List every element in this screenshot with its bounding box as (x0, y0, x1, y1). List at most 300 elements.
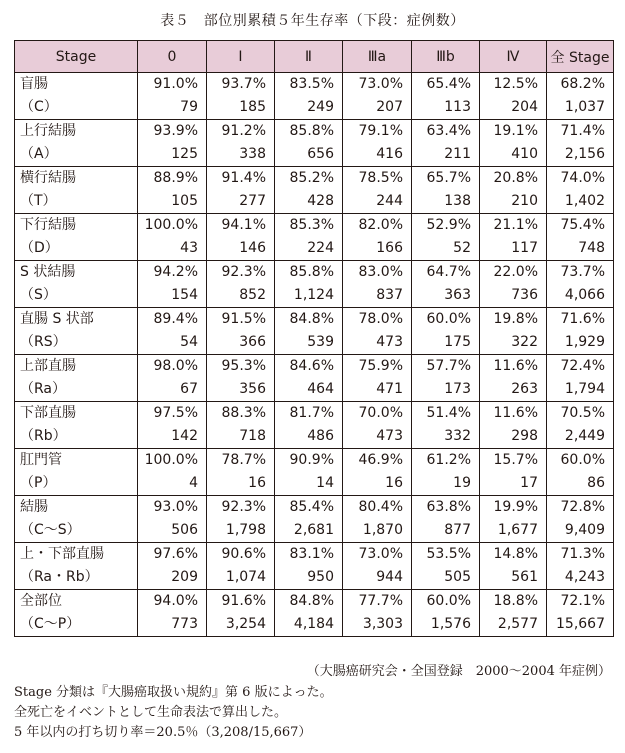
survival-rate: 100.0% (144, 217, 198, 233)
survival-rate: 85.2% (289, 170, 334, 186)
value-cell (207, 120, 275, 167)
survival-rate: 75.9% (358, 358, 403, 374)
case-count: 204 (511, 99, 538, 115)
case-count: 263 (511, 381, 538, 397)
survival-rate: 84.6% (289, 358, 334, 374)
case-count: 2,156 (564, 146, 605, 162)
case-count: 142 (171, 428, 198, 444)
case-count: 473 (376, 428, 403, 444)
case-count: 244 (376, 193, 403, 209)
case-count: 146 (239, 240, 266, 256)
case-count: 185 (239, 99, 266, 115)
survival-rate: 75.4% (560, 217, 605, 233)
value-cell (412, 355, 480, 402)
survival-rate: 60.0% (560, 452, 605, 468)
survival-rate: 79.1% (358, 123, 403, 139)
value-cell (343, 402, 412, 449)
survival-rate: 68.2% (560, 76, 605, 92)
site-name: 上部直腸 (20, 358, 76, 374)
site-cell (15, 402, 138, 449)
survival-rate: 22.0% (493, 264, 538, 280)
survival-rate: 11.6% (493, 358, 538, 374)
site-name: 下行結腸 (20, 217, 76, 233)
survival-rate: 20.8% (493, 170, 538, 186)
survival-rate: 83.5% (289, 76, 334, 92)
site-code: （P） (20, 475, 57, 491)
value-cell (343, 167, 412, 214)
site-name: 直腸 S 状部 (20, 311, 94, 327)
value-cell (480, 73, 547, 120)
value-cell (480, 261, 547, 308)
data-source: （大腸癌研究会・全国登録 2000〜2004 年症例） (306, 664, 611, 679)
case-count: 1,794 (564, 381, 605, 397)
table-row (15, 167, 614, 214)
site-code: （RS） (20, 334, 67, 350)
survival-rate: 11.6% (493, 405, 538, 421)
survival-rate: 46.9% (358, 452, 403, 468)
value-cell (343, 496, 412, 543)
value-cell (275, 590, 343, 637)
survival-rate: 21.1% (493, 217, 538, 233)
value-cell (480, 496, 547, 543)
value-cell (138, 355, 207, 402)
table-title: 表５ 部位別累積５年生存率（下段：症例数） (160, 13, 465, 29)
survival-rate: 70.5% (560, 405, 605, 421)
value-cell (343, 543, 412, 590)
survival-rate: 78.5% (358, 170, 403, 186)
survival-rate: 93.9% (153, 123, 198, 139)
case-count: 2,681 (293, 522, 334, 538)
case-count: 322 (511, 334, 538, 350)
case-count: 79 (180, 99, 198, 115)
column-header-stage-3b: Ⅲb (412, 41, 480, 73)
case-count: 471 (376, 381, 403, 397)
survival-rate: 91.2% (221, 123, 266, 139)
table-row (15, 496, 614, 543)
site-name: S 状結腸 (20, 264, 76, 280)
survival-rate: 64.7% (426, 264, 471, 280)
case-count: 1,929 (564, 334, 605, 350)
survival-rate: 82.0% (358, 217, 403, 233)
value-cell (412, 496, 480, 543)
case-count: 1,798 (225, 522, 266, 538)
value-cell (275, 496, 343, 543)
case-count: 86 (587, 475, 605, 491)
survival-rate: 61.2% (426, 452, 471, 468)
column-header-all-stage: 全 Stage (547, 41, 614, 73)
site-name: 全部位 (20, 593, 62, 609)
case-count: 211 (444, 146, 471, 162)
value-cell (275, 167, 343, 214)
value-cell (138, 308, 207, 355)
survival-rate: 95.3% (221, 358, 266, 374)
table-row (15, 261, 614, 308)
survival-rate: 85.8% (289, 123, 334, 139)
survival-rate: 80.4% (358, 499, 403, 515)
value-cell (480, 402, 547, 449)
survival-rate: 93.7% (221, 76, 266, 92)
survival-rate: 81.7% (289, 405, 334, 421)
case-count: 944 (376, 569, 403, 585)
case-count: 43 (180, 240, 198, 256)
value-cell (207, 402, 275, 449)
case-count: 105 (171, 193, 198, 209)
survival-rate: 65.7% (426, 170, 471, 186)
value-cell (343, 355, 412, 402)
case-count: 748 (578, 240, 605, 256)
site-code: （Ra・Rb） (20, 569, 99, 585)
survival-rate: 15.7% (493, 452, 538, 468)
case-count: 561 (511, 569, 538, 585)
site-name: 上行結腸 (20, 123, 76, 139)
column-header-stage-1: Ⅰ (207, 41, 275, 73)
value-cell (412, 120, 480, 167)
value-cell (480, 590, 547, 637)
survival-rate: 71.3% (560, 546, 605, 562)
value-cell (138, 261, 207, 308)
value-cell (412, 543, 480, 590)
case-count: 1,870 (362, 522, 403, 538)
site-code: （C〜S） (20, 522, 81, 538)
table-row (15, 590, 614, 637)
value-cell (412, 590, 480, 637)
survival-rate: 78.0% (358, 311, 403, 327)
table-row (15, 355, 614, 402)
site-cell (15, 261, 138, 308)
survival-rate: 97.6% (153, 546, 198, 562)
value-cell (275, 402, 343, 449)
table-row (15, 308, 614, 355)
case-count: 54 (180, 334, 198, 350)
value-cell (547, 402, 614, 449)
case-count: 125 (171, 146, 198, 162)
value-cell (207, 308, 275, 355)
value-cell (207, 590, 275, 637)
value-cell (343, 261, 412, 308)
value-cell (412, 73, 480, 120)
column-header-stage: Stage (15, 41, 138, 73)
survival-rate: 84.8% (289, 311, 334, 327)
case-count: 52 (453, 240, 471, 256)
case-count: 113 (444, 99, 471, 115)
column-header-stage-3a: Ⅲa (343, 41, 412, 73)
survival-rate: 72.4% (560, 358, 605, 374)
site-code: （T） (20, 193, 57, 209)
survival-rate: 78.7% (221, 452, 266, 468)
case-count: 773 (171, 616, 198, 632)
site-name: 結腸 (20, 499, 48, 515)
case-count: 210 (511, 193, 538, 209)
case-count: 9,409 (564, 522, 605, 538)
survival-rate: 63.4% (426, 123, 471, 139)
case-count: 2,449 (564, 428, 605, 444)
case-count: 4,184 (293, 616, 334, 632)
case-count: 67 (180, 381, 198, 397)
site-code: （S） (20, 287, 57, 303)
value-cell (547, 261, 614, 308)
survival-table (14, 40, 614, 637)
survival-rate: 92.3% (221, 264, 266, 280)
survival-rate: 12.5% (493, 76, 538, 92)
value-cell (547, 449, 614, 496)
value-cell (343, 308, 412, 355)
survival-rate: 73.0% (358, 76, 403, 92)
case-count: 1,124 (293, 287, 334, 303)
value-cell (547, 214, 614, 261)
site-cell (15, 214, 138, 261)
value-cell (138, 496, 207, 543)
survival-rate: 73.0% (358, 546, 403, 562)
case-count: 473 (376, 334, 403, 350)
survival-rate: 91.6% (221, 593, 266, 609)
survival-rate: 85.8% (289, 264, 334, 280)
site-cell (15, 73, 138, 120)
table-row (15, 73, 614, 120)
case-count: 332 (444, 428, 471, 444)
case-count: 154 (171, 287, 198, 303)
survival-rate: 65.4% (426, 76, 471, 92)
value-cell (343, 590, 412, 637)
case-count: 3,303 (362, 616, 403, 632)
site-cell (15, 543, 138, 590)
table-body (15, 73, 614, 637)
value-cell (275, 449, 343, 496)
survival-rate: 52.9% (426, 217, 471, 233)
value-cell (412, 261, 480, 308)
value-cell (275, 355, 343, 402)
value-cell (480, 355, 547, 402)
value-cell (547, 355, 614, 402)
value-cell (275, 214, 343, 261)
case-count: 15,667 (556, 616, 605, 632)
value-cell (207, 214, 275, 261)
value-cell (275, 120, 343, 167)
case-count: 2,577 (497, 616, 538, 632)
case-count: 656 (307, 146, 334, 162)
value-cell (480, 214, 547, 261)
column-header-stage-4: Ⅳ (480, 41, 547, 73)
case-count: 428 (307, 193, 334, 209)
column-header-stage-2: Ⅱ (275, 41, 343, 73)
table-row (15, 120, 614, 167)
value-cell (275, 261, 343, 308)
survival-rate: 70.0% (358, 405, 403, 421)
value-cell (207, 543, 275, 590)
survival-rate: 100.0% (144, 452, 198, 468)
case-count: 298 (511, 428, 538, 444)
survival-rate: 94.1% (221, 217, 266, 233)
site-cell (15, 590, 138, 637)
survival-rate: 53.5% (426, 546, 471, 562)
footnotes (14, 683, 333, 743)
survival-rate: 88.3% (221, 405, 266, 421)
value-cell (275, 308, 343, 355)
survival-rate: 71.4% (560, 123, 605, 139)
survival-rate: 14.8% (493, 546, 538, 562)
survival-rate: 91.0% (153, 76, 198, 92)
value-cell (207, 261, 275, 308)
survival-rate: 77.7% (358, 593, 403, 609)
case-count: 209 (171, 569, 198, 585)
site-cell (15, 449, 138, 496)
survival-rate: 18.8% (493, 593, 538, 609)
value-cell (480, 308, 547, 355)
case-count: 4,243 (564, 569, 605, 585)
site-code: （Rb） (20, 428, 67, 444)
survival-rate: 73.7% (560, 264, 605, 280)
survival-rate: 92.3% (221, 499, 266, 515)
value-cell (547, 308, 614, 355)
value-cell (343, 73, 412, 120)
value-cell (138, 73, 207, 120)
case-count: 464 (307, 381, 334, 397)
footnote: 5 年以内の打ち切り率＝20.5％（3,208/15,667） (14, 725, 312, 740)
value-cell (547, 590, 614, 637)
survival-rate: 19.9% (493, 499, 538, 515)
survival-rate: 84.8% (289, 593, 334, 609)
survival-rate: 57.7% (426, 358, 471, 374)
case-count: 338 (239, 146, 266, 162)
case-count: 1,402 (564, 193, 605, 209)
case-count: 877 (444, 522, 471, 538)
case-count: 3,254 (225, 616, 266, 632)
value-cell (547, 73, 614, 120)
case-count: 224 (307, 240, 334, 256)
case-count: 166 (376, 240, 403, 256)
survival-rate: 19.8% (493, 311, 538, 327)
value-cell (412, 449, 480, 496)
survival-rate: 83.0% (358, 264, 403, 280)
survival-rate: 71.6% (560, 311, 605, 327)
survival-rate: 19.1% (493, 123, 538, 139)
site-name: 盲腸 (20, 76, 48, 92)
site-name: 下部直腸 (20, 405, 76, 421)
value-cell (138, 120, 207, 167)
case-count: 117 (511, 240, 538, 256)
value-cell (138, 590, 207, 637)
survival-rate: 98.0% (153, 358, 198, 374)
survival-rate: 90.9% (289, 452, 334, 468)
case-count: 505 (444, 569, 471, 585)
value-cell (343, 214, 412, 261)
case-count: 416 (376, 146, 403, 162)
survival-rate: 51.4% (426, 405, 471, 421)
table-row (15, 402, 614, 449)
survival-rate: 74.0% (560, 170, 605, 186)
value-cell (343, 120, 412, 167)
site-name: 肛門管 (20, 452, 62, 468)
case-count: 16 (248, 475, 266, 491)
value-cell (138, 543, 207, 590)
value-cell (412, 214, 480, 261)
value-cell (207, 73, 275, 120)
value-cell (343, 449, 412, 496)
value-cell (547, 167, 614, 214)
value-cell (138, 449, 207, 496)
value-cell (412, 402, 480, 449)
case-count: 1,074 (225, 569, 266, 585)
value-cell (480, 120, 547, 167)
case-count: 837 (376, 287, 403, 303)
survival-rate: 94.2% (153, 264, 198, 280)
footnote: 全死亡をイベントとして生命表法で算出した。 (14, 705, 288, 720)
case-count: 207 (376, 99, 403, 115)
survival-rate: 91.4% (221, 170, 266, 186)
case-count: 356 (239, 381, 266, 397)
case-count: 410 (511, 146, 538, 162)
survival-rate: 88.9% (153, 170, 198, 186)
site-name: 横行結腸 (20, 170, 76, 186)
survival-rate: 85.3% (289, 217, 334, 233)
value-cell (547, 543, 614, 590)
case-count: 4,066 (564, 287, 605, 303)
site-code: （D） (20, 240, 59, 256)
value-cell (138, 167, 207, 214)
table-row (15, 543, 614, 590)
value-cell (412, 167, 480, 214)
case-count: 1,576 (430, 616, 471, 632)
case-count: 1,037 (564, 99, 605, 115)
value-cell (480, 543, 547, 590)
header-row (15, 41, 614, 73)
case-count: 950 (307, 569, 334, 585)
case-count: 363 (444, 287, 471, 303)
survival-rate: 97.5% (153, 405, 198, 421)
survival-rate: 94.0% (153, 593, 198, 609)
value-cell (138, 402, 207, 449)
value-cell (207, 449, 275, 496)
value-cell (275, 543, 343, 590)
value-cell (207, 496, 275, 543)
survival-rate: 60.0% (426, 311, 471, 327)
column-header-stage-0: 0 (138, 41, 207, 73)
value-cell (547, 496, 614, 543)
site-cell (15, 120, 138, 167)
site-cell (15, 496, 138, 543)
site-code: （C〜P） (20, 616, 81, 632)
case-count: 175 (444, 334, 471, 350)
survival-rate: 72.1% (560, 593, 605, 609)
case-count: 486 (307, 428, 334, 444)
survival-rate: 89.4% (153, 311, 198, 327)
case-count: 852 (239, 287, 266, 303)
survival-rate: 60.0% (426, 593, 471, 609)
case-count: 17 (520, 475, 538, 491)
table-row (15, 214, 614, 261)
case-count: 19 (453, 475, 471, 491)
footnote: Stage 分類は『大腸癌取扱い規約』第 6 版によった。 (14, 685, 333, 700)
value-cell (480, 167, 547, 214)
survival-rate: 83.1% (289, 546, 334, 562)
value-cell (207, 355, 275, 402)
site-cell (15, 167, 138, 214)
case-count: 249 (307, 99, 334, 115)
value-cell (138, 214, 207, 261)
site-name: 上・下部直腸 (20, 546, 104, 562)
value-cell (412, 308, 480, 355)
site-cell (15, 308, 138, 355)
case-count: 718 (239, 428, 266, 444)
case-count: 1,677 (497, 522, 538, 538)
case-count: 277 (239, 193, 266, 209)
case-count: 506 (171, 522, 198, 538)
value-cell (480, 449, 547, 496)
survival-rate: 93.0% (153, 499, 198, 515)
case-count: 539 (307, 334, 334, 350)
site-code: （C） (20, 99, 58, 115)
case-count: 4 (189, 475, 198, 491)
table-row (15, 449, 614, 496)
